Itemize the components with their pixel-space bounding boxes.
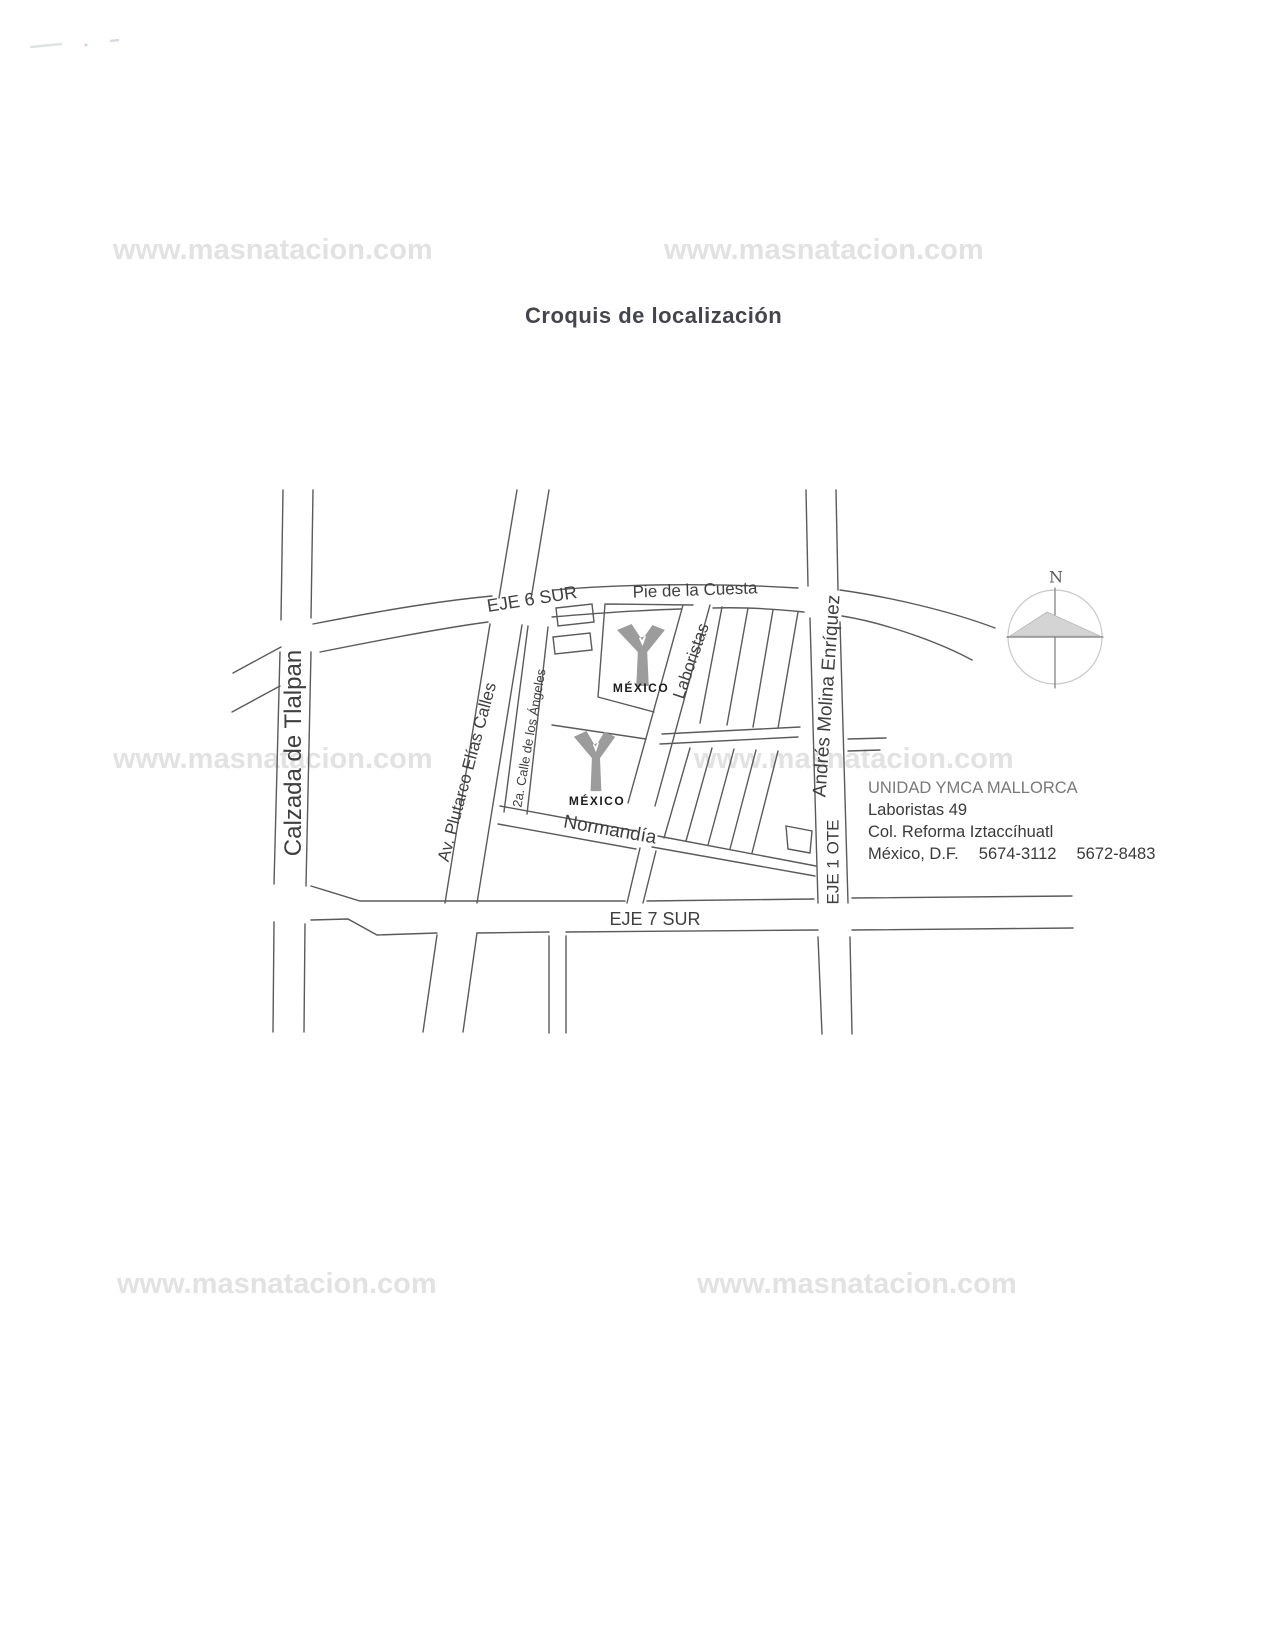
watermark-mid-right: www.masnatacion.com	[694, 743, 1014, 775]
address-city-phones	[868, 843, 1155, 865]
address-phone-2: 5672-8483	[1076, 845, 1156, 863]
ymca-logo-lower	[574, 731, 615, 791]
street-label-eje1ote: EJE 1 OTE	[823, 819, 843, 905]
street-label-eje7sur: EJE 7 SUR	[609, 909, 701, 929]
street-label-calzada-tlalpan: Calzada de Tlalpan	[280, 649, 307, 857]
page-title: Croquis de localización	[525, 303, 783, 328]
street-label-laboristas: Laboristas	[669, 620, 713, 702]
address-phone-1: 5674-3112	[978, 845, 1057, 863]
street-label-molina: Andrés Molina Enríquez	[809, 594, 845, 798]
street-label-plutarco: Av. Plutarco Elías Calles	[433, 680, 501, 864]
address-block	[868, 777, 1155, 865]
address-street: Laboristas 49	[868, 801, 968, 819]
ymca-logo-upper	[617, 624, 665, 686]
watermark-top-left: www.masnatacion.com	[113, 234, 433, 266]
compass-north-label: N	[1049, 567, 1063, 587]
ymca-logo-upper-caption: MÉXICO	[612, 681, 670, 695]
street-normandia	[498, 806, 816, 876]
compass-rose	[1007, 588, 1103, 688]
ymca-logo-lower-caption: MÉXICO	[568, 794, 626, 808]
watermark-mid-left: www.masnatacion.com	[113, 743, 433, 775]
street-label-eje6sur: EJE 6 SUR	[485, 582, 579, 616]
address-colonia: Col. Reforma Iztaccíhuatl	[868, 823, 1054, 841]
street-label-normandia: Normandía	[561, 811, 659, 849]
watermark-top-right: www.masnatacion.com	[664, 234, 984, 266]
address-city: México, D.F.	[868, 845, 959, 863]
street-label-pie-cuesta: Pie de la Cuesta	[632, 578, 758, 602]
watermark-bottom-right: www.masnatacion.com	[697, 1268, 1017, 1300]
street-label-angeles: 2a. Calle de los Ángeles	[509, 667, 549, 809]
address-unit-name: UNIDAD YMCA MALLORCA	[868, 779, 1078, 797]
watermark-bottom-left: www.masnatacion.com	[117, 1268, 437, 1300]
